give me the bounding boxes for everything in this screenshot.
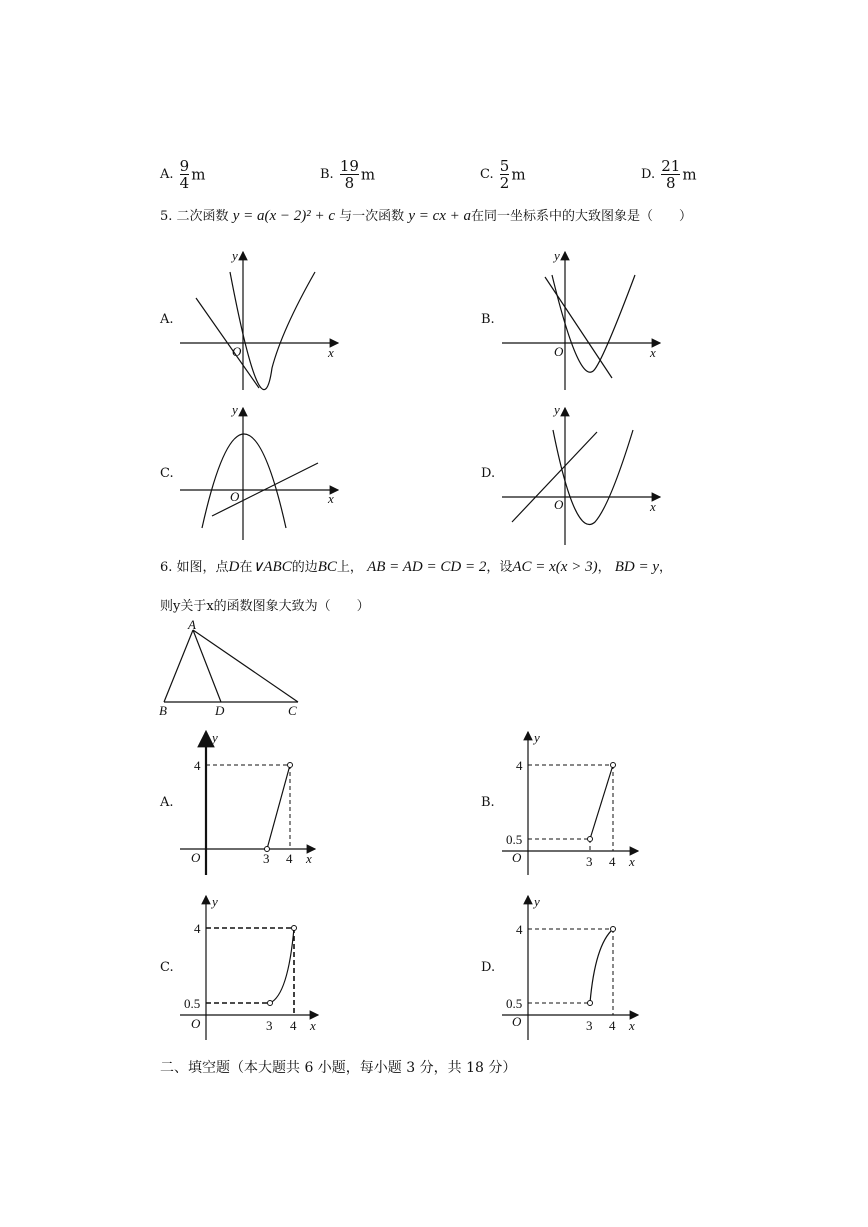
q6c-graph xyxy=(270,928,294,1003)
q6b-open-point xyxy=(588,837,593,842)
q6-text: 6. 如图，点 xyxy=(160,560,229,575)
q5d-axis-y-label: y xyxy=(554,402,560,417)
q6b-tick-3: 3 xyxy=(586,854,593,869)
numerator: 19 xyxy=(339,157,359,175)
q6-side: BC xyxy=(317,559,337,575)
q5a-origin: O xyxy=(232,344,242,359)
q6-eq2: AC = x(x > 3) xyxy=(512,559,598,575)
q6d-tick-3: 3 xyxy=(586,1018,593,1033)
q6-stem-line2: 则y关于x的函数图象大致为（ ） xyxy=(160,599,370,614)
q6-label-d: D. xyxy=(481,960,496,975)
q6b-axis-x-label: x xyxy=(629,854,635,869)
q6d-axis-x-label: x xyxy=(629,1018,635,1033)
q6d-open-point xyxy=(588,1001,593,1006)
q6c-origin: O xyxy=(191,1016,201,1031)
q5d-origin: O xyxy=(554,497,564,512)
q6c-tick-4x: 4 xyxy=(290,1018,297,1033)
q6c-axis-x-label: x xyxy=(310,1018,316,1033)
q5-prefix: 5. 二次函数 xyxy=(160,209,229,224)
unit: m xyxy=(360,165,376,184)
q6a-graph xyxy=(267,765,290,849)
q6-text: 的边 xyxy=(291,560,318,575)
q5-mid: 与一次函数 xyxy=(339,209,405,224)
numerator: 5 xyxy=(499,157,510,175)
q6b-open-point xyxy=(611,763,616,768)
q6-text: 在 xyxy=(239,560,253,575)
q6a-axis-x-label: x xyxy=(306,851,312,866)
q6a-axis-y-label: y xyxy=(212,730,218,745)
q6d-origin: O xyxy=(512,1014,522,1029)
q5-label-d: D. xyxy=(481,466,496,481)
q6c-tick-half: 0.5 xyxy=(184,996,201,1011)
q6d-graph xyxy=(590,929,613,1003)
q5b-axis-y-label: y xyxy=(554,248,560,263)
denominator: 8 xyxy=(666,174,676,192)
q5c-axis-y-label: y xyxy=(232,402,238,417)
q6-text: 上， xyxy=(336,560,363,575)
q6-eq3: BD = y xyxy=(614,559,659,575)
q6c-axis-y-label: y xyxy=(212,894,218,909)
unit: m xyxy=(682,165,697,184)
q6b-axis-y-label: y xyxy=(534,730,540,745)
q6-text: ，设 xyxy=(486,560,513,575)
option-label: B. xyxy=(320,167,334,182)
numerator: 21 xyxy=(661,157,681,175)
vertex-b-label: B xyxy=(159,703,167,718)
q6b-graph xyxy=(590,765,613,839)
vertex-a-label: A xyxy=(188,617,196,632)
q6b-tick-4: 4 xyxy=(516,758,523,773)
option-label: C. xyxy=(480,167,494,182)
q6-label-b: B. xyxy=(481,795,495,810)
q6c-tick-3: 3 xyxy=(266,1018,273,1033)
option-label: A. xyxy=(160,167,174,182)
q5-formula-linear: y = cx + a xyxy=(408,208,472,224)
q6b-origin: O xyxy=(512,850,522,865)
q5-formula-quadratic: y = a(x − 2)² + c xyxy=(232,208,336,224)
q5c-axis-x-label: x xyxy=(328,491,334,506)
option-label: D. xyxy=(641,167,656,182)
q6-eq1: AB = AD = CD = 2 xyxy=(367,559,487,575)
q6d-tick-4: 4 xyxy=(516,922,523,937)
q6a-tick-4: 4 xyxy=(194,758,201,773)
q6c-open-point xyxy=(292,926,297,931)
q6d-tick-half: 0.5 xyxy=(506,996,523,1011)
q5d-axis-x-label: x xyxy=(650,499,656,514)
q6a-origin: O xyxy=(191,850,201,865)
q6-text: ， xyxy=(659,560,673,575)
q5b-axis-x-label: x xyxy=(650,345,656,360)
denominator: 8 xyxy=(344,174,355,192)
q6c-tick-4: 4 xyxy=(194,921,201,936)
q6d-tick-4x: 4 xyxy=(609,1018,616,1033)
q6-label-a: A. xyxy=(160,795,174,810)
q6c-open-point xyxy=(268,1001,273,1006)
q6a-tick-4x: 4 xyxy=(286,851,293,866)
q6d-axis-y-label: y xyxy=(534,894,540,909)
q5-label-a: A. xyxy=(160,312,174,327)
unit: m xyxy=(191,165,206,184)
q5-label-b: B. xyxy=(481,312,495,327)
q5b-origin: O xyxy=(554,344,564,359)
numerator: 9 xyxy=(179,157,190,175)
vertex-c-label: C xyxy=(288,703,297,718)
section-heading: 二、填空题（本大题共 6 小题，每小题 3 分，共 18 分） xyxy=(160,1060,517,1076)
q6-point-d: D xyxy=(228,559,240,575)
q6a-open-point xyxy=(288,763,293,768)
q6-triangle: ∨ABC xyxy=(252,559,292,575)
q6-label-c: C. xyxy=(160,960,174,975)
q5a-axis-x-label: x xyxy=(328,345,334,360)
denominator: 4 xyxy=(179,174,190,192)
q6-text: ， xyxy=(597,560,611,575)
denominator: 2 xyxy=(499,174,510,192)
q6b-tick-half: 0.5 xyxy=(506,832,523,847)
unit: m xyxy=(511,165,526,184)
vertex-d-label: D xyxy=(215,703,225,718)
q6a-tick-3: 3 xyxy=(263,851,270,866)
q5-label-c: C. xyxy=(160,466,174,481)
q6d-open-point xyxy=(611,927,616,932)
q6b-tick-4x: 4 xyxy=(609,854,616,869)
q5c-origin: O xyxy=(230,489,240,504)
q5-suffix: 在同一坐标系中的大致图象是（ ） xyxy=(471,209,693,224)
q5a-axis-y-label: y xyxy=(232,248,238,263)
